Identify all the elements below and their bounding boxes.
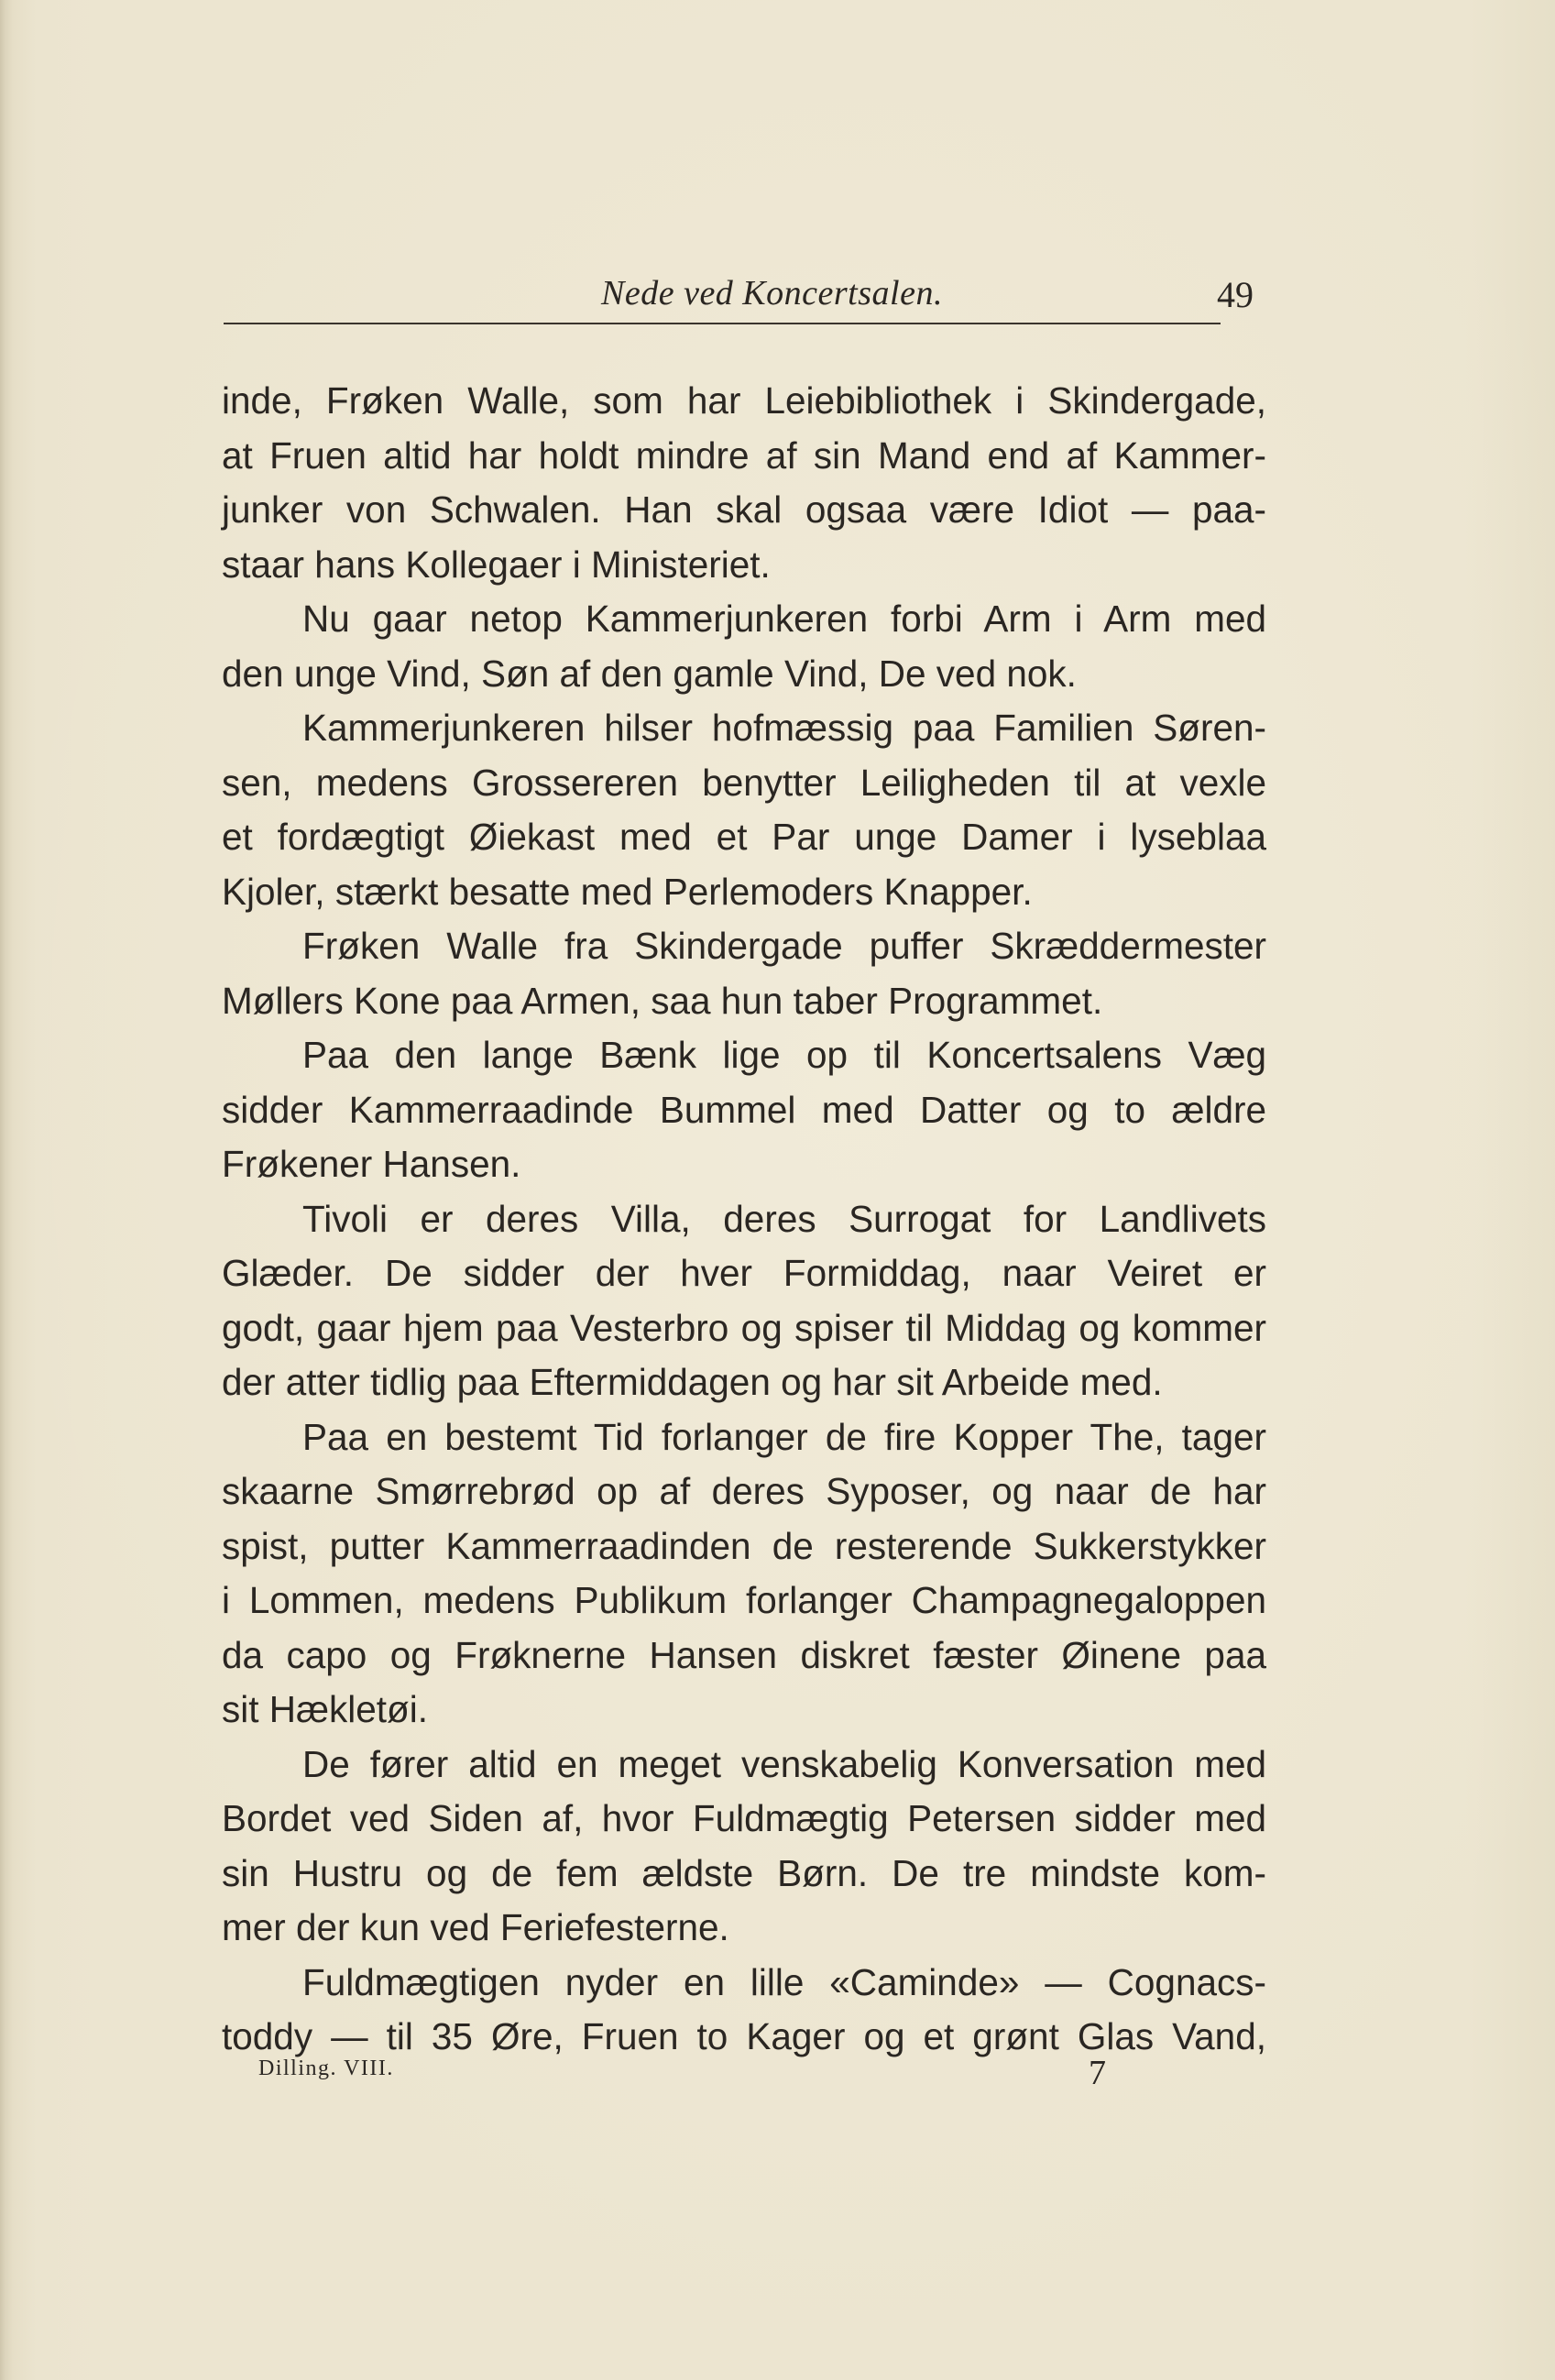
text-line: Paa en bestemt Tid forlanger de fire Kopper The, tager [302,1415,1266,1458]
text-line: at Fruen altid har holdt mindre af sin Mand end af Kammer- [222,433,1266,477]
text-line: Tivoli er deres Villa, deres Surrogat for Landlivets [302,1197,1266,1240]
text-line: Kammerjunkeren hilser hofmæssig paa Familien Søren- [302,707,1266,749]
text-line: Glæder. De sidder der hver Formiddag, naar Veiret er [222,1252,1266,1294]
text-line: Kjoler, stærkt besatte med Perlemoders Knapper. [222,870,1033,913]
running-title: Nede ved Koncertsalen. [601,274,943,313]
body-text [222,374,1266,2065]
text-line: sit Hækletøi. [222,1688,429,1730]
text-line: toddy — til 35 Øre, Fruen to Kager og et grønt Glas Vand, [222,2015,1266,2057]
page-number: 49 [1217,274,1254,315]
binding-edge [0,0,13,2380]
text-line: junker von Schwalen. Han skal ogsaa være Idiot — paa- [222,488,1266,531]
text-line: Fuldmægtigen nyder en lille «Caminde» — Cognacs- [302,1960,1266,2003]
text-line: Paa den lange Bænk lige op til Koncertsalens Væg [302,1034,1266,1076]
text-line: inde, Frøken Walle, som har Leiebibliothek i Skindergade, [222,379,1266,422]
text-line: Møllers Kone paa Armen, saa hun taber Programmet. [222,979,1103,1022]
text-line: staar hans Kollegaer i Ministeriet. [222,543,771,586]
text-line: den unge Vind, Søn af den gamle Vind, De ved nok. [222,652,1077,695]
header-rule [224,323,1221,324]
text-line: skaarne Smørrebrød op af deres Syposer, og naar de har [222,1470,1266,1512]
text-line: da capo og Frøknerne Hansen diskret fæster Øinene paa [222,1633,1266,1676]
signature-mark: Dilling. VIII. [258,2056,394,2080]
page-footer [258,2053,1138,2093]
sheet-number: 7 [1089,2054,1106,2092]
text-line: mer der kun ved Feriefesterne. [222,1906,729,1948]
text-line: sin Hustru og de fem ældste Børn. De tre mindste kom- [222,1851,1266,1894]
page-header [224,266,1270,323]
text-line: Nu gaar netop Kammerjunkeren forbi Arm i Arm med [302,598,1266,640]
text-line: spist, putter Kammerraadinden de resterende Sukkerstykker [222,1524,1266,1567]
text-line: sen, medens Grossereren benytter Leiligheden til at vexle [222,761,1266,804]
text-line: i Lommen, medens Publikum forlanger Champagnegaloppen [222,1579,1266,1621]
text-line: Frøkener Hansen. [222,1143,521,1185]
text-line: der atter tidlig paa Eftermiddagen og har sit Arbeide med. [222,1361,1163,1403]
text-line: Bordet ved Siden af, hvor Fuldmægtig Petersen sidder med [222,1797,1266,1839]
text-line: godt, gaar hjem paa Vesterbro og spiser til Middag og kommer [222,1306,1266,1349]
text-line: sidder Kammerraadinde Bummel med Datter og to ældre [222,1088,1266,1131]
text-line: De fører altid en meget venskabelig Konversation med [302,1742,1266,1785]
text-line: Frøken Walle fra Skindergade puffer Skræddermester [302,925,1266,967]
text-line: et fordægtigt Øiekast med et Par unge Damer i lyseblaa [222,816,1266,858]
